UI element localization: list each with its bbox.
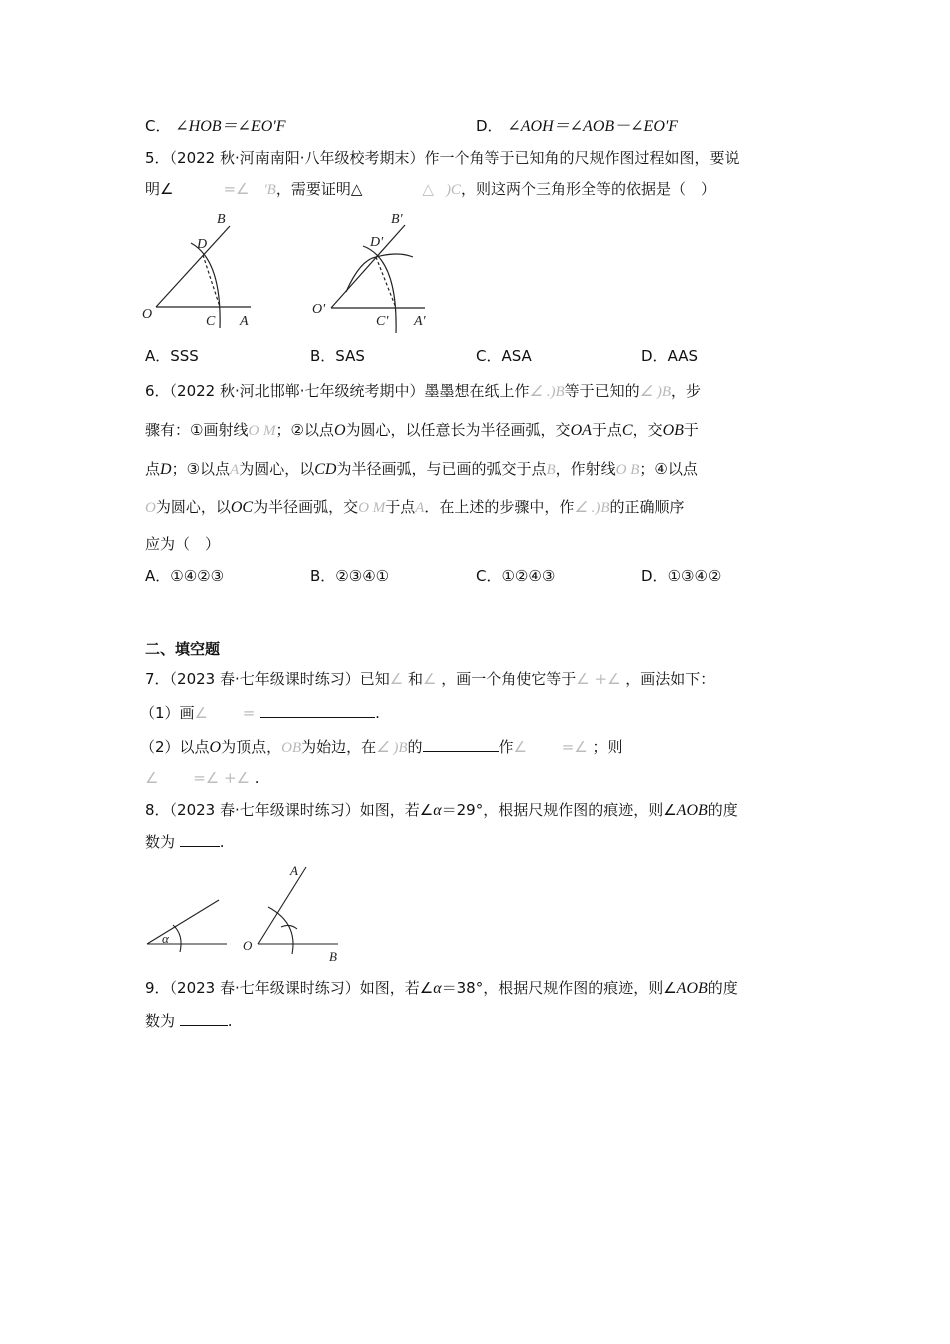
faint-formula: ∠ )B (639, 384, 672, 400)
q6-line-3 (145, 459, 698, 479)
question-text: 为圆心，以任意长为半径画弧，交 (345, 421, 571, 439)
option-label: D． (641, 347, 668, 365)
label-A: A (290, 863, 298, 878)
option-label: C． (476, 347, 502, 365)
question-text: 于点 (385, 498, 416, 516)
label-B-prime: B' (391, 212, 403, 227)
q7-step-1 (140, 702, 380, 722)
question-text: 等于已知的 (564, 382, 640, 400)
option-text: ①③④② (667, 567, 722, 585)
option-text: SAS (335, 347, 365, 365)
label-O: O (142, 307, 153, 322)
question-text: 于点 (591, 421, 622, 439)
question-source: （2022 秋·河北邯郸·七年级统考期中） (169, 382, 425, 400)
question-number: 8． (145, 801, 170, 819)
math-var: D (160, 461, 172, 478)
q5-line-1 (145, 148, 740, 168)
q6-option-b (310, 566, 389, 586)
question-text: ，画一个角使它等于 (441, 670, 577, 688)
answer-blank[interactable] (423, 736, 499, 752)
faint-formula: ∠ =∠ +∠ (145, 769, 251, 787)
question-text: 和 (408, 670, 424, 688)
faint-formula: ∠ (389, 670, 404, 688)
option-text: ①②④③ (501, 567, 556, 585)
question-text: 应为（ ） (145, 535, 221, 553)
faint-formula: OB (281, 740, 302, 756)
question-text: 为圆心，以 (239, 460, 315, 478)
question-source: （2023 春·七年级课时练习） (169, 670, 360, 688)
q4-option-d (476, 116, 678, 137)
faint-formula: ∠ +∠ (576, 670, 621, 688)
faint-formula: ∠ .)B (574, 500, 610, 516)
question-text: 的 (407, 738, 423, 756)
question-text: （2）以点 (140, 738, 210, 756)
q6-line-4 (145, 497, 685, 517)
q5-option-b (310, 346, 365, 366)
question-text: 为顶点， (221, 738, 282, 756)
question-source: （2022 秋·河南南阳·八年级校考期末） (169, 149, 425, 167)
question-text: 墨墨想在纸上作 (424, 382, 530, 400)
label-B: B (217, 212, 226, 227)
q8-line-1 (145, 800, 738, 820)
question-text: 数为 (145, 1012, 176, 1030)
question-text: 于 (683, 421, 699, 439)
option-expression: ∠AOH＝∠AOB－∠EO'F (507, 118, 679, 135)
question-text: 骤有：①画射线 (145, 421, 249, 439)
q9-line-1 (145, 978, 738, 998)
option-text: ②③④① (335, 567, 390, 585)
question-number: 5． (145, 149, 170, 167)
q8-line-2 (145, 831, 225, 851)
question-text: 的度 (707, 979, 738, 997)
section-title: 二、填空题 (145, 640, 221, 658)
question-text: 数为 (145, 833, 176, 851)
math-var: α (433, 980, 442, 997)
faint-formula: O M (358, 500, 386, 516)
option-label: C． (476, 567, 502, 585)
option-label: D． (641, 567, 668, 585)
question-text: 为半径画弧，交 (253, 498, 359, 516)
q6-line-1 (145, 381, 701, 401)
faint-formula: ∠ )B (376, 740, 408, 756)
question-text: . (219, 833, 225, 851)
question-source: （2023 春·七年级课时练习） (169, 801, 360, 819)
q6-option-d (641, 566, 721, 586)
q8-figure (140, 855, 360, 965)
math-var: CD (314, 461, 337, 478)
question-text: 已知 (359, 670, 390, 688)
faint-formula: =∠ (223, 180, 250, 198)
label-alpha: α (162, 931, 169, 946)
label-A-prime: A' (414, 314, 426, 329)
option-label: B． (310, 567, 336, 585)
question-text: 为圆心，以 (155, 498, 231, 516)
option-expression: ∠HOB＝∠EO'F (175, 118, 286, 135)
faint-formula: 'B (263, 182, 276, 198)
option-text: SSS (170, 347, 199, 365)
question-source: （2023 春·七年级课时练习） (169, 979, 360, 997)
option-label: A． (145, 567, 171, 585)
faint-formula: )C (445, 182, 461, 198)
q6-line-5 (145, 534, 220, 554)
question-text: ＝38°，根据尺规作图的痕迹，则∠ (441, 979, 677, 997)
faint-formula: ∠ =∠ (513, 738, 588, 756)
question-text: ；②以点 (275, 421, 334, 439)
label-D-prime: D' (370, 235, 384, 250)
q6-option-a (145, 566, 224, 586)
q7-step-3 (145, 768, 260, 788)
math-var: O (333, 422, 346, 439)
question-text: ，交 (632, 421, 663, 439)
q6-option-c (476, 566, 555, 586)
question-text: 的正确顺序 (609, 498, 685, 516)
question-text: 如图，若∠ (359, 979, 434, 997)
question-text: ，步 (671, 382, 702, 400)
math-var: OA (570, 422, 592, 439)
faint-formula: B (546, 462, 556, 478)
option-text: ①④②③ (170, 567, 225, 585)
option-text: ASA (501, 347, 532, 365)
faint-formula: ∠ (423, 670, 437, 688)
label-B: B (329, 949, 337, 964)
q7-line-1 (145, 669, 715, 689)
label-C-prime: C' (376, 314, 389, 329)
question-text: 点 (145, 460, 161, 478)
faint-formula: O (145, 500, 156, 516)
label-A: A (240, 314, 249, 329)
question-text: 作一个角等于已知角的尺规作图过程如图，要说 (424, 149, 740, 167)
label-O: O (243, 938, 253, 953)
math-var: AOB (676, 802, 708, 819)
option-text: AAS (667, 347, 699, 365)
q5-option-a (145, 346, 199, 366)
question-text: . (254, 769, 260, 787)
answer-blank[interactable] (180, 1010, 228, 1026)
question-text: 明∠ (145, 180, 174, 198)
question-text: ＝29°，根据尺规作图的痕迹，则∠ (441, 801, 677, 819)
label-C: C (206, 314, 216, 329)
math-var: O (209, 739, 222, 756)
question-text: ，作射线 (555, 460, 616, 478)
question-text: ，画法如下： (625, 670, 716, 688)
question-text: . (375, 704, 380, 722)
question-number: 9． (145, 979, 170, 997)
faint-formula: △ (422, 180, 434, 198)
faint-formula: A (415, 500, 425, 516)
q5-line-2 (145, 179, 716, 199)
question-text: ．在上述的步骤中，作 (424, 498, 575, 516)
question-text: ；则 (592, 738, 623, 756)
question-text: ，则这两个三角形全等的依据是（ ） (460, 180, 716, 198)
faint-formula: A (230, 462, 240, 478)
q6-line-2 (145, 420, 699, 440)
math-var: AOB (676, 980, 708, 997)
q5-figure (140, 205, 460, 340)
math-var: OB (662, 422, 684, 439)
math-var: α (433, 802, 442, 819)
question-text: . (227, 1012, 233, 1030)
label-O-prime: O' (312, 302, 326, 317)
question-number: 6． (145, 382, 170, 400)
q5-option-d (641, 346, 698, 366)
option-label: A． (145, 347, 171, 365)
label-D: D (197, 237, 208, 252)
q9-line-2 (145, 1010, 233, 1030)
q4-option-c (145, 116, 286, 136)
question-text: （1）画 (140, 704, 195, 722)
option-label: B． (310, 347, 336, 365)
q7-step-2 (140, 736, 623, 756)
math-var: OC (230, 499, 254, 516)
question-text: 作 (498, 738, 514, 756)
question-number: 7． (145, 670, 170, 688)
question-text: ，需要证明△ (275, 180, 363, 198)
answer-blank[interactable] (260, 702, 375, 718)
answer-blank[interactable] (180, 831, 220, 847)
question-text: 如图，若∠ (359, 801, 434, 819)
q5-option-c (476, 346, 532, 366)
question-text: ；④以点 (639, 460, 698, 478)
question-text: ；③以点 (171, 460, 231, 478)
option-label: D． (476, 117, 503, 135)
option-label: C． (145, 117, 171, 135)
math-var: C (621, 422, 633, 439)
question-text: 的度 (707, 801, 738, 819)
faint-formula: O M (248, 423, 276, 439)
faint-formula: ∠ .)B (529, 384, 565, 400)
faint-formula: ∠ = (194, 704, 256, 722)
question-text: 为始边，在 (301, 738, 377, 756)
question-text: 为半径画弧，与已画的弧交于点 (336, 460, 547, 478)
faint-formula: O B (615, 462, 640, 478)
